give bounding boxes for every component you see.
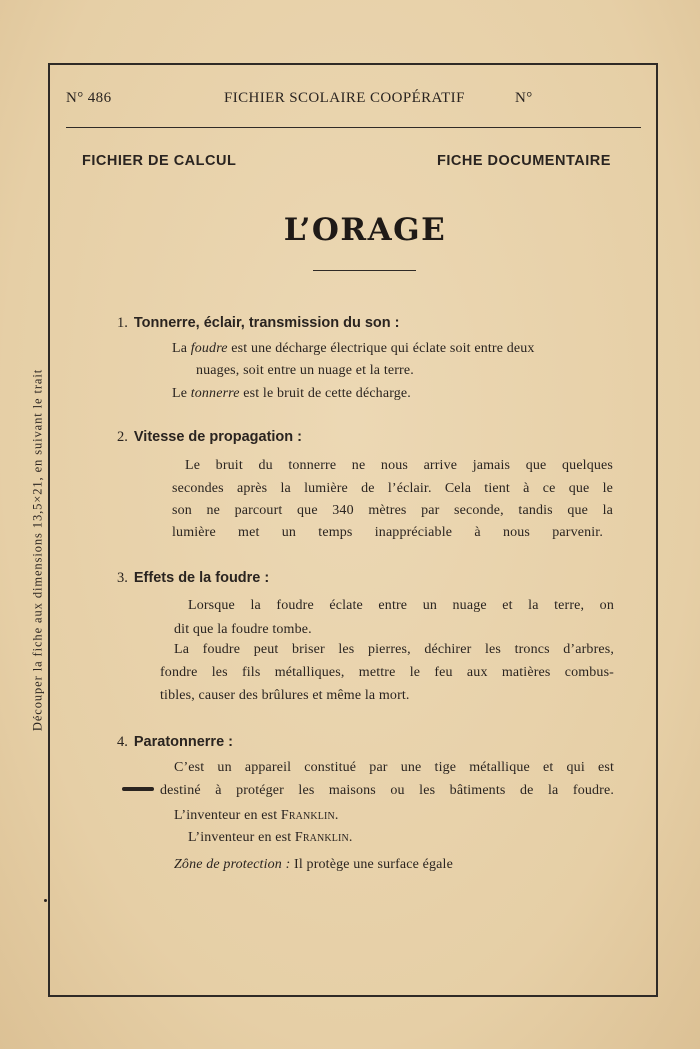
paragraph-line: [188, 830, 353, 846]
title-underline: [313, 270, 416, 271]
paragraph-line: fondre les fils métalliques, mettre le feu aux matières combus-: [160, 665, 614, 680]
margin-dash-mark: [122, 787, 154, 791]
italic-term: foudre: [190, 341, 228, 356]
paragraph-line: destiné à protéger les maisons ou les bâtiments de la foudre.: [160, 783, 614, 798]
italic-term: tonnerre: [190, 386, 240, 401]
paragraph-line: lumière met un temps inappréciable à nous parvenir.: [172, 525, 603, 540]
section-title: Tonnerre, éclair, transmission du son :: [133, 315, 400, 331]
header-rule: [66, 127, 641, 128]
page-title: L’ORAGE: [283, 212, 447, 248]
section-heading-3: [117, 570, 269, 587]
section-heading-2: [117, 429, 302, 446]
paragraph-line: [172, 341, 535, 357]
card-header: [66, 90, 641, 112]
card-number: N° 486: [66, 90, 112, 106]
section-number: 4.: [117, 734, 128, 750]
paper-speck: [44, 899, 47, 902]
inventor-name: Franklin.: [294, 830, 353, 845]
paragraph-line: son ne parcourt que 340 mètres par seconde, tandis que la: [172, 503, 613, 518]
paragraph-line: La foudre peut briser les pierres, déchirer les troncs d’arbres,: [174, 642, 614, 657]
italic-term: Zône de protection :: [174, 857, 291, 872]
text-run: L’inventeur en est: [174, 808, 281, 823]
paragraph-line: nuages, soit entre un nuage et la terre.: [196, 363, 414, 378]
paragraph-line: secondes après la lumière de l’éclair. Cela tient à ce que le: [172, 481, 613, 496]
paragraph-line: [174, 808, 339, 824]
section-title: Paratonnerre :: [133, 734, 233, 750]
paragraph-line: Le bruit du tonnerre ne nous arrive jamais que quelques: [185, 458, 613, 473]
section-title: Vitesse de propagation :: [133, 429, 303, 445]
text-run: La: [172, 341, 191, 356]
secondary-number-label: N°: [515, 90, 533, 106]
text-run: est le bruit de cette décharge.: [239, 386, 411, 401]
section-number: 3.: [117, 570, 128, 586]
section-heading-1: [117, 315, 400, 332]
inventor-name: Franklin.: [280, 808, 339, 823]
paragraph-line: dit que la foudre tombe.: [174, 622, 312, 637]
cutting-instruction: Découper la fiche aux dimensions 13,5×21, en suivant le trait: [30, 368, 45, 732]
text-run: est une décharge électrique qui éclate soit entre deux: [227, 341, 535, 356]
paragraph-line: Lorsque la foudre éclate entre un nuage et la terre, on: [188, 598, 614, 613]
section-number: 2.: [117, 429, 128, 445]
collection-title: FICHIER SCOLAIRE COOPÉRATIF: [224, 90, 465, 106]
text-run: L’inventeur en est: [188, 830, 295, 845]
section-heading-4: [117, 734, 233, 751]
section-number: 1.: [117, 315, 128, 331]
category-label-right: FICHE DOCUMENTAIRE: [437, 153, 611, 169]
section-title: Effets de la foudre :: [133, 570, 270, 586]
text-run: Le: [172, 386, 191, 401]
text-run: Il protège une surface égale: [290, 857, 453, 872]
category-label-left: FICHIER DE CALCUL: [82, 153, 237, 169]
paragraph-line: tibles, causer des brûlures et même la mort.: [160, 688, 410, 703]
paragraph-line: [172, 386, 411, 402]
paragraph-line: C’est un appareil constitué par une tige métallique et qui est: [174, 760, 614, 775]
paragraph-line: [174, 857, 453, 873]
